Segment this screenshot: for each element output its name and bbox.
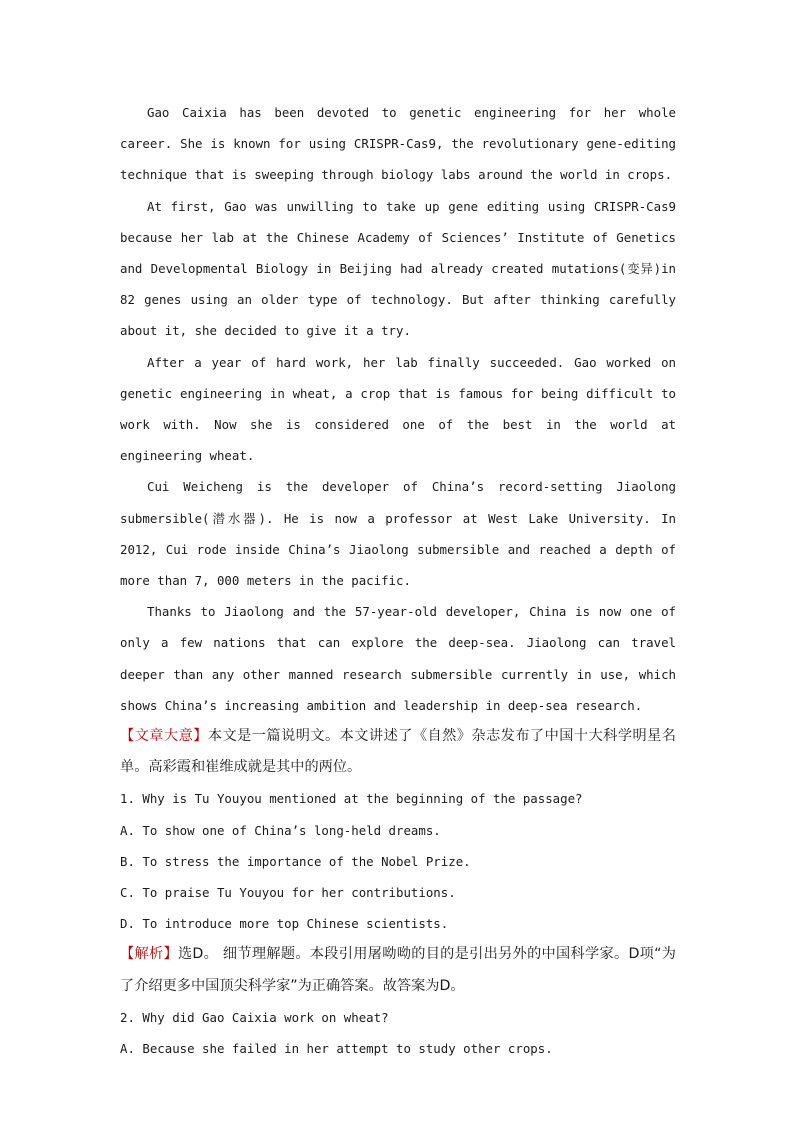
summary-text: 本文是一篇说明文。本文讲述了《自然》杂志发布了中国十大科学明星名单。高彩霞和崔维成就是其中的两位。 [120,728,676,776]
question-stem: 2. Why did Gao Caixia work on wheat? [120,1009,389,1025]
document-page [120,97,676,1064]
passage-paragraph: Cui Weicheng is the developer of China’s record-setting Jiaolong submersible(潜水器). He is now a professor at West Lake University. In 2012, Cui rode inside China’s Jiaolong submersible and reached a depth of more than 7, 000 meters in the pacific. [120,479,676,589]
passage-paragraph: At first, Gao was unwilling to take up gene editing using CRISPR-Cas9 because her lab at the Chinese Academy of Sciences’ Institute of Genetics and Developmental Biology in Beijing had already created mutations(变异)in 82 genes using an older type of technology. But after thinking carefully about it, she decided to give it a try. [120,198,676,339]
passage-paragraph: After a year of hard work, her lab finally succeeded. Gao worked on genetic engineering in wheat, a crop that is famous for being difficult to work with. Now she is considered one of the best in the world at engineering wheat. [120,354,676,464]
question-option: B. To stress the importance of the Nobel Prize. [120,853,471,869]
question-option: A. To show one of China’s long-held dreams. [120,822,441,838]
passage-paragraph: Thanks to Jiaolong and the 57-year-old developer, China is now one of only a few nations that can explore the deep-sea. Jiaolong can travel deeper than any other manned research submersible currently in use, which shows China’s increasing ambition and leadership in deep-sea research. [120,604,676,713]
question-option: D. To introduce more top Chinese scientists. [120,916,449,932]
analysis-text: 选D。 细节理解题。本段引用屠呦呦的目的是引出另外的中国科学家。D项“为了介绍更多中国顶尖科学家”为正确答案。故答案为D。 [120,946,676,994]
question-stem: 1. Why is Tu Youyou mentioned at the beginning of the passage? [120,791,583,807]
summary-section [120,721,676,783]
analysis-section [120,939,676,1001]
passage-paragraph: Gao Caixia has been devoted to genetic engineering for her whole career. She is known for using CRISPR-Cas9, the revolutionary gene-editing technique that is sweeping through biology labs around the world in crops. [120,105,676,183]
question-option: A. Because she failed in her attempt to study other crops. [120,1041,553,1057]
summary-tag: 【文章大意】 [120,728,208,745]
question-option: C. To praise Tu Youyou for her contributions. [120,885,456,901]
analysis-tag: 【解析】 [120,946,178,963]
